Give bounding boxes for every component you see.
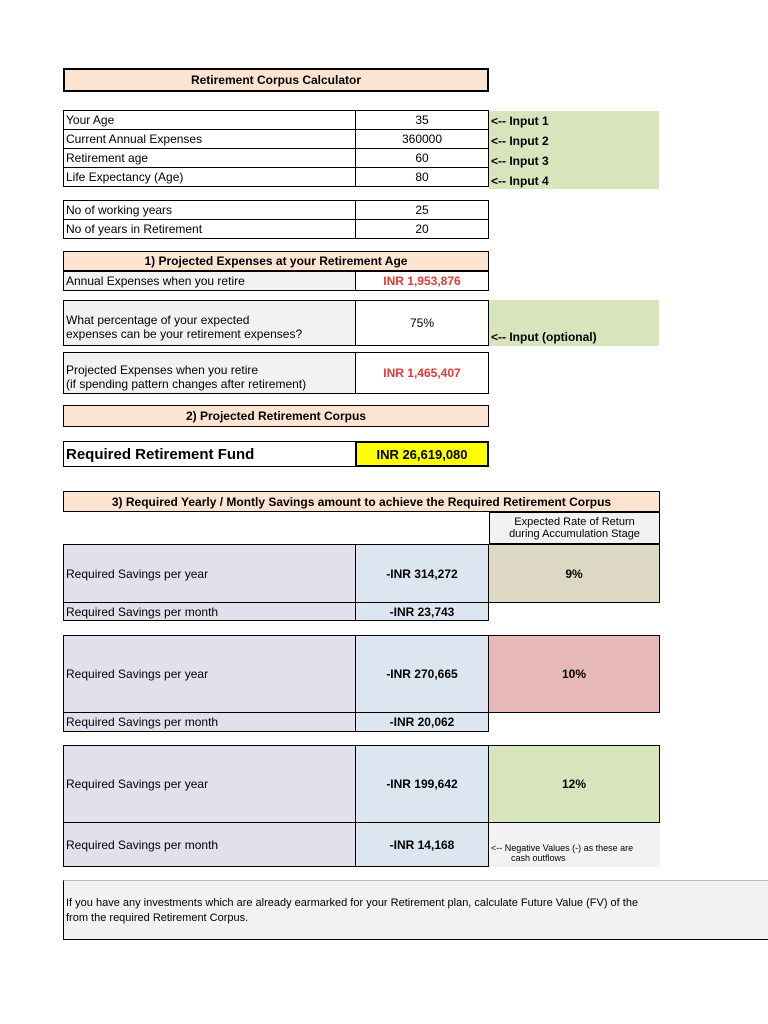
rate-value[interactable]: 12%: [488, 745, 660, 823]
table-row: [64, 149, 489, 168]
input-label: Current Annual Expenses: [64, 130, 356, 149]
input-tag: <-- Input 1: [491, 114, 549, 128]
savings-month-label: Required Savings per month: [63, 602, 356, 621]
percentage-tag: <-- Input (optional): [491, 330, 597, 344]
savings-year-value: -INR 314,272: [355, 544, 489, 603]
savings-year-label: Required Savings per year: [63, 745, 356, 823]
footer-line: If you have any investments which are already earmarked for your Retirement plan, calculate Future Value (FV) of the: [66, 897, 639, 909]
percentage-label-line: expenses can be your retirement expenses?: [66, 327, 303, 341]
annual-expenses-value: INR 1,953,876: [355, 271, 489, 291]
projected-label-line: Projected Expenses when you retire: [66, 363, 259, 377]
savings-year-value: -INR 270,665: [355, 635, 489, 713]
section3-header: 3) Required Yearly / Montly Savings amount to achieve the Required Retirement Corpus: [63, 491, 660, 512]
input-tags-panel: [489, 111, 659, 189]
percentage-label: [63, 300, 356, 346]
rate-header-line: during Accumulation Stage: [509, 528, 640, 540]
savings-month-value: -INR 20,062: [355, 712, 489, 732]
table-row: [64, 130, 489, 149]
savings-month-value: -INR 14,168: [355, 822, 489, 867]
input-label: Life Expectancy (Age): [64, 168, 356, 187]
input-value[interactable]: 360000: [356, 130, 489, 149]
derived-label: No of years in Retirement: [64, 220, 356, 239]
footer-line: from the required Retirement Corpus.: [66, 912, 249, 924]
percentage-tag-panel: [489, 300, 659, 346]
table-row: [64, 111, 489, 130]
derived-value: 20: [356, 220, 489, 239]
table-row: [64, 168, 489, 187]
savings-month-label: Required Savings per month: [63, 822, 356, 867]
input-value[interactable]: 80: [356, 168, 489, 187]
section1-header: 1) Projected Expenses at your Retirement Age: [63, 251, 489, 271]
savings-month-value: -INR 23,743: [355, 602, 489, 621]
percentage-value[interactable]: 75%: [355, 300, 489, 346]
table-row: [64, 220, 489, 239]
table-row: [64, 201, 489, 220]
derived-table: [63, 200, 489, 239]
savings-year-value: -INR 199,642: [355, 745, 489, 823]
input-value[interactable]: 35: [356, 111, 489, 130]
rate-value[interactable]: 9%: [488, 544, 660, 603]
savings-month-label: Required Savings per month: [63, 712, 356, 732]
input-tag: <-- Input 2: [491, 134, 549, 148]
footer-note: [63, 880, 768, 940]
note-line: cash outflows: [511, 853, 566, 863]
savings-year-label: Required Savings per year: [63, 635, 356, 713]
input-tag: <-- Input 4: [491, 174, 549, 188]
required-fund-label: Required Retirement Fund: [63, 441, 356, 467]
input-label: Your Age: [64, 111, 356, 130]
required-fund-value: INR 26,619,080: [355, 441, 489, 467]
percentage-label-line: What percentage of your expected: [66, 313, 250, 327]
rate-header: [489, 512, 660, 544]
negative-values-note: [489, 823, 660, 867]
savings-year-label: Required Savings per year: [63, 544, 356, 603]
input-label: Retirement age: [64, 149, 356, 168]
derived-value: 25: [356, 201, 489, 220]
rate-header-line: Expected Rate of Return: [514, 516, 635, 528]
projected-label-line: (if spending pattern changes after retirement): [66, 377, 307, 391]
input-tag: <-- Input 3: [491, 154, 549, 168]
derived-label: No of working years: [64, 201, 356, 220]
input-value[interactable]: 60: [356, 149, 489, 168]
projected-expenses-value: INR 1,465,407: [355, 352, 489, 394]
note-line: <-- Negative Values (-) as these are: [491, 843, 634, 853]
page-title: Retirement Corpus Calculator: [63, 68, 489, 92]
inputs-table: [63, 110, 489, 187]
annual-expenses-label: Annual Expenses when you retire: [63, 271, 356, 291]
projected-expenses-label: [63, 352, 356, 394]
section2-header: 2) Projected Retirement Corpus: [63, 405, 489, 427]
rate-value[interactable]: 10%: [488, 635, 660, 713]
